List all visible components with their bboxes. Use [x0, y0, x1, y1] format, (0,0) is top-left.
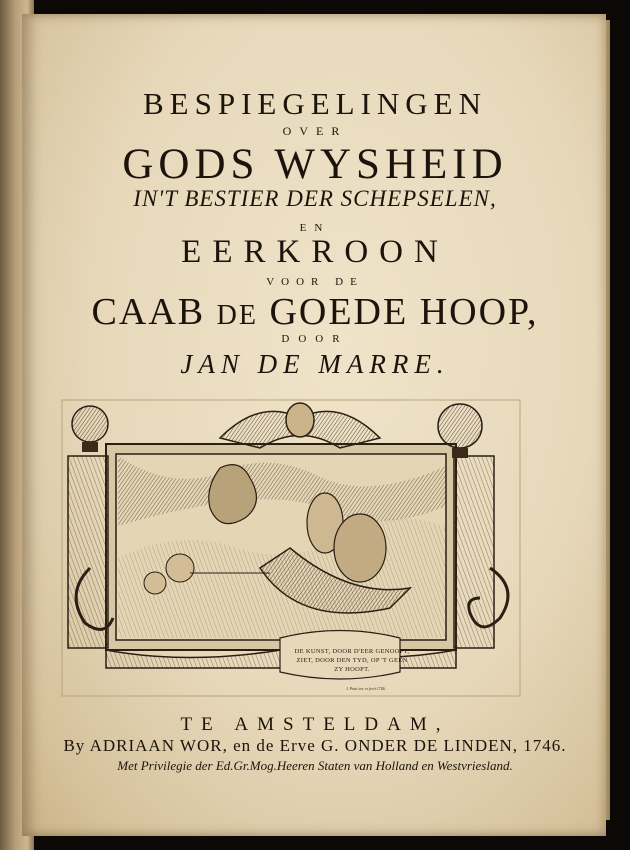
title-line-8-part-b: DE [216, 300, 258, 331]
motto-line-1: DE KUNST, DOOR D'EER GENOOPT, [294, 648, 410, 655]
author-line: JAN DE MARRE. [180, 349, 450, 379]
imprint-publisher: By ADRIAAN WOR, en de Erve G. ONDER DE LINDEN, 1746. [63, 736, 567, 755]
mask-ornament [286, 403, 314, 437]
title-line-5: EN [299, 222, 331, 234]
title-line-1: BESPIEGELINGEN [142, 86, 488, 121]
title-line-8 [0, 290, 630, 334]
globe-right [438, 404, 482, 448]
cherub-2 [144, 572, 166, 594]
imprint-place: TE AMSTELDAM, [180, 714, 450, 735]
title-line-2: OVER [282, 124, 348, 138]
motto-line-2: ZIET, DOOR DEN TYD, OP 'T GEEN ZY HOOPT. [296, 656, 408, 673]
engraver-credit: J. Punt inv. et fecit 1746. [346, 686, 386, 691]
engraving-motto [292, 648, 412, 674]
globe-left [72, 406, 108, 442]
title-line-8-part-c: GOEDE HOOP, [257, 291, 539, 333]
seated-figure-2 [334, 514, 386, 582]
title-line-3: GODS WYSHEID [122, 141, 508, 188]
title-line-7: VOOR DE [266, 276, 364, 288]
title-line-9: DOOR [281, 333, 349, 345]
title-line-6: EERKROON [181, 234, 449, 270]
title-line-8-part-a: CAAB [91, 291, 217, 333]
engraved-vignette [60, 398, 522, 698]
cherub-1 [166, 554, 194, 582]
imprint-privilege: Met Privilegie der Ed.Gr.Mog.Heeren Staten van Holland en Westvriesland. [117, 758, 513, 773]
title-line-4: IN'T BESTIER DER SCHEPSELEN, [133, 186, 497, 211]
